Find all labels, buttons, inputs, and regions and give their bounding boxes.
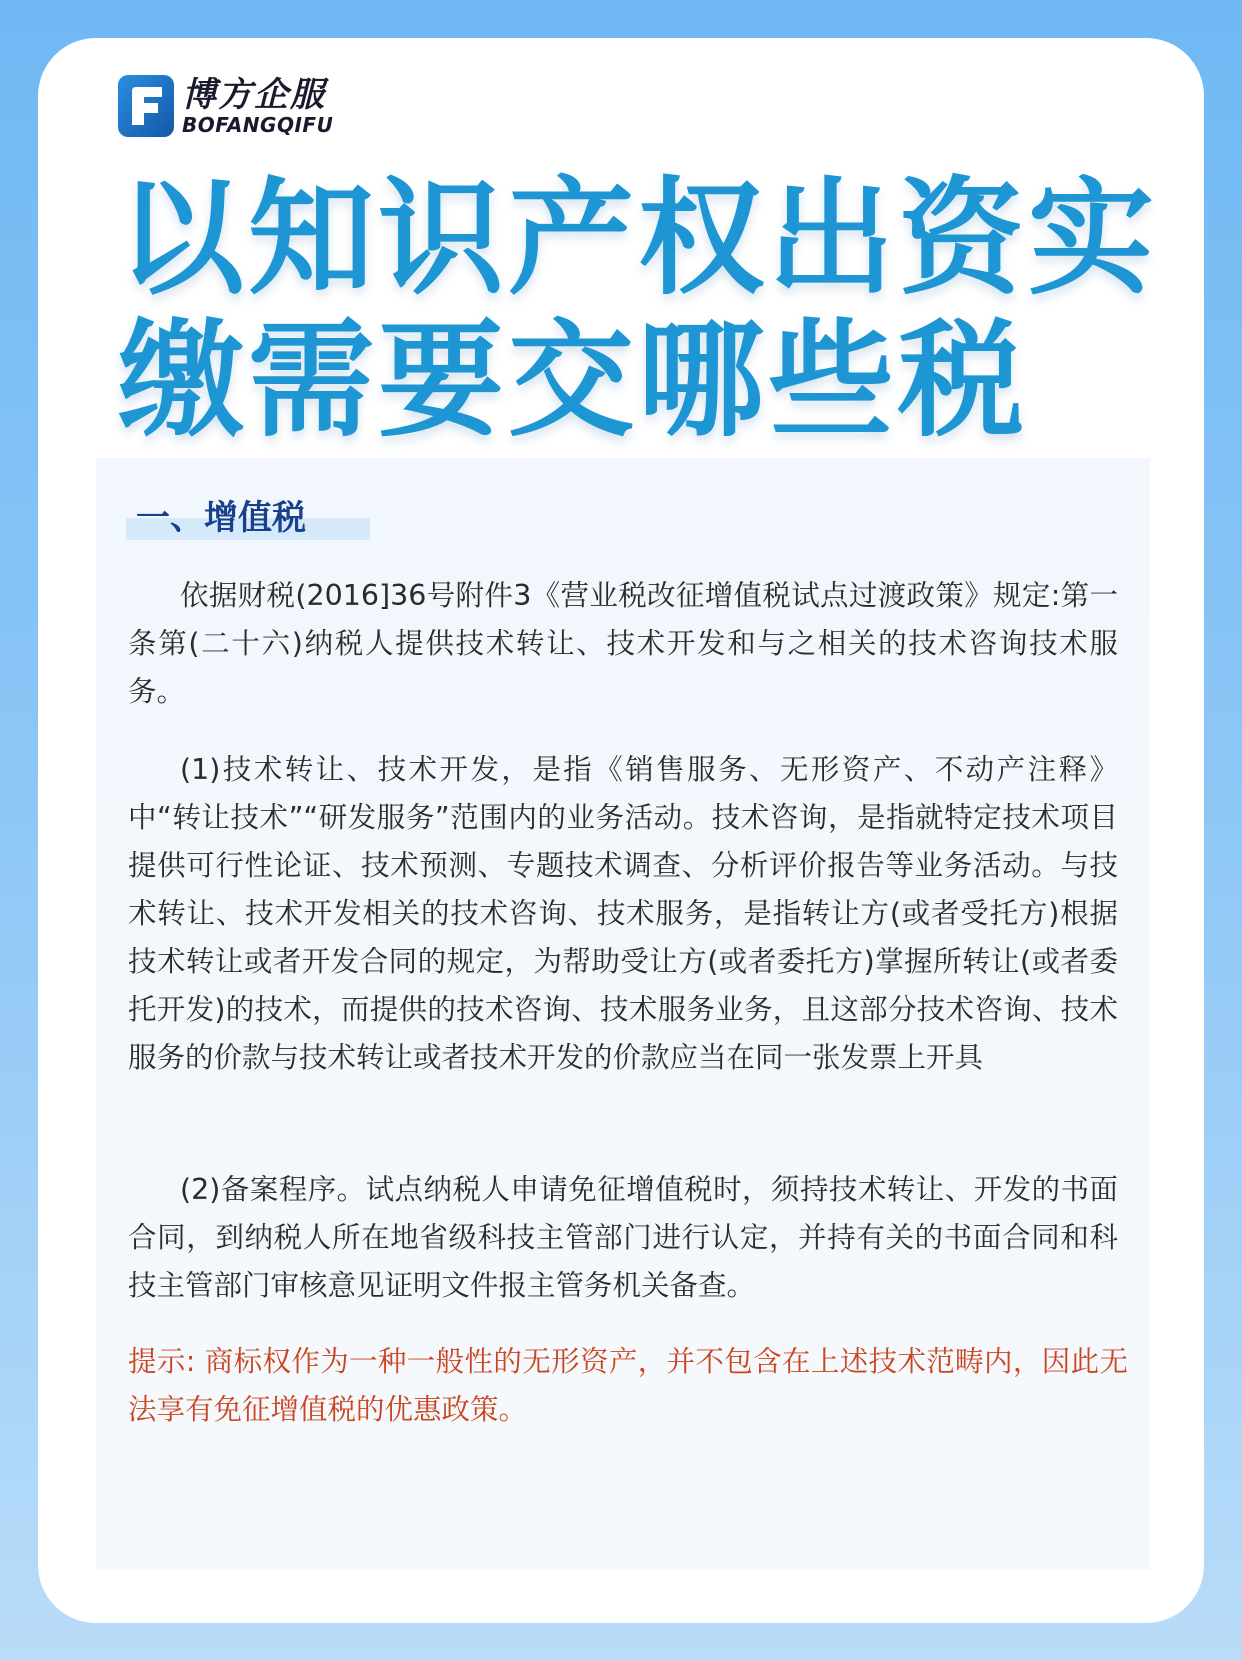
paragraph-filing-procedure: (2)备案程序。试点纳税人申请免征增值税时，须持技术转让、开发的书面合同，到纳税人所在地省级科技主管部门进行认定，并持有关的书面合同和科技主管部门审核意见证明文件报主管务机关备查。 [128,1173,1118,1302]
section-heading [126,498,370,542]
section-heading-text: 一、增值税 [136,498,306,538]
paragraph-policy-basis: 依据财税(2016]36号附件3《营业税改征增值税试点过渡政策》规定:第一条第(二十六)纳税人提供技术转让、技术开发和与之相关的技术咨询技术服务。 [128,579,1118,708]
page-title [118,165,1158,454]
page-title-line-2: 缴需要交哪些税 [118,307,1028,454]
brand-f-icon [118,75,174,137]
brand-name-en: BOFANGQIFU [182,113,334,137]
tip-note: 提示: 商标权作为一种一般性的无形资产，并不包含在上述技术范畴内，因此无法享有免征增值税的优惠政策。 [128,1345,1128,1426]
paragraph-definition: (1)技术转让、技术开发，是指《销售服务、无形资产、不动产注释》中“转让技术”“研发服务”范围内的业务活动。技术咨询，是指就特定技术项目提供可行性论证、技术预测、专题技术调查、分析评价报告等业务活动。与技术转让、技术开发相关的技术咨询、技术服务，是指转让方(或者受托方)根据技术转让或者开发合同的规定，为帮助受让方(或者委托方)掌握所转让(或者委托开发)的技术，而提供的技术咨询、技术服务业务，且这部分技术咨询、技术服务的价款与技术转让或者技术开发的价款应当在同一张发票上开具 [128,753,1118,1074]
brand-logo [118,74,333,138]
brand-name-cn: 博方企服 [182,75,326,115]
page-title-line-1: 以知识产权出资实 [118,165,1158,312]
article-panel [96,458,1150,1570]
